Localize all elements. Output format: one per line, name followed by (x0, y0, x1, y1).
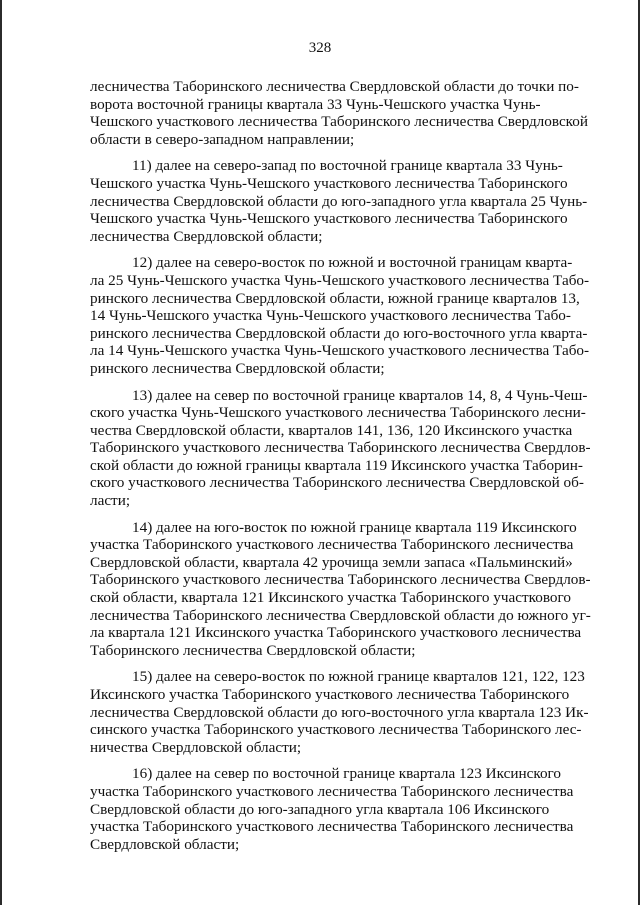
paragraph-item-12: 12) далее на северо-восток по южной и восточной границам кварта- ла 25 Чунь-Чешского участка Чунь-Чешского участкового лесничества Табо- ринского лесничества Свердловской области, южной границе кварталов 13, 14 Чунь-Чешского участка Чунь-Чешского участкового лесничества Табо- ринского лесничества Свердловской области до юго-восточного угла кварта- ла 14 Чунь-Чешского участка Чунь-Чешского участкового лесничества Табо- ринского лесничества Свердловской области; (90, 254, 590, 377)
paragraph-item-15: 15) далее на северо-восток по южной границе кварталов 121, 122, 123 Иксинского участка Таборинского участкового лесничества Таборинского лесничества Свердловской области до юго-восточного угла квартала 123 Ик- синского участка Таборинского участкового лесничества Таборинского лес- ничества Свердловской области; (90, 668, 589, 756)
paragraph-item-16: 16) далее на север по восточной границе квартала 123 Иксинского участка Таборинского участкового лесничества Таборинского лесничества Свердловской области до юго-западного угла квартала 106 Иксинского участка Таборинского участкового лесничества Таборинского лесничества Свердловской области; (90, 765, 574, 853)
paragraph-item-13: 13) далее на север по восточной границе кварталов 14, 8, 4 Чунь-Чеш- ского участка Чунь-Чешского участкового лесничества Таборинского лесни- чества Свердловской области, кварталов 141, 136, 120 Иксинского участка Таборинского участкового лесничества Таборинского лесничества Свердлов- ской области до южной границы квартала 119 Иксинского участка Таборин- ского участкового лесничества Таборинского лесничества Свердловской об- ласти; (90, 386, 591, 510)
page-number: 328 (308, 40, 332, 56)
paragraph-item-14: 14) далее на юго-восток по южной границе квартала 119 Иксинского участка Таборинского участкового лесничества Таборинского лесничества Свердловской области, квартала 42 урочища земли запаса «Пальминский» Таборинского участкового лесничества Таборинского лесничества Свердлов- ской области, квартала 121 Иксинского участка Таборинского участкового лесничества Таборинского лесничества Свердловской области до южного уг- ла квартала 121 Иксинского участка Таборинского участкового лесничества Таборинского лесничества Свердловской области; (90, 518, 591, 659)
paragraph-continuation: лесничества Таборинского лесничества Свердловской области до точки по- ворота восточной границы квартала 33 Чунь-Чешского участка Чунь- Чешского участкового лесничества Таборинского лесничества Свердловской области в северо-западном направлении; (90, 78, 589, 148)
paragraph-item-11: 11) далее на северо-запад по восточной границе квартала 33 Чунь- Чешского участка Чунь-Чешского участкового лесничества Таборинского лесничества Свердловской области до юго-западного угла квартала 25 Чунь- Чешского участка Чунь-Чешского участкового лесничества Таборинского лесничества Свердловской области; (90, 157, 588, 245)
document-body (90, 78, 599, 862)
